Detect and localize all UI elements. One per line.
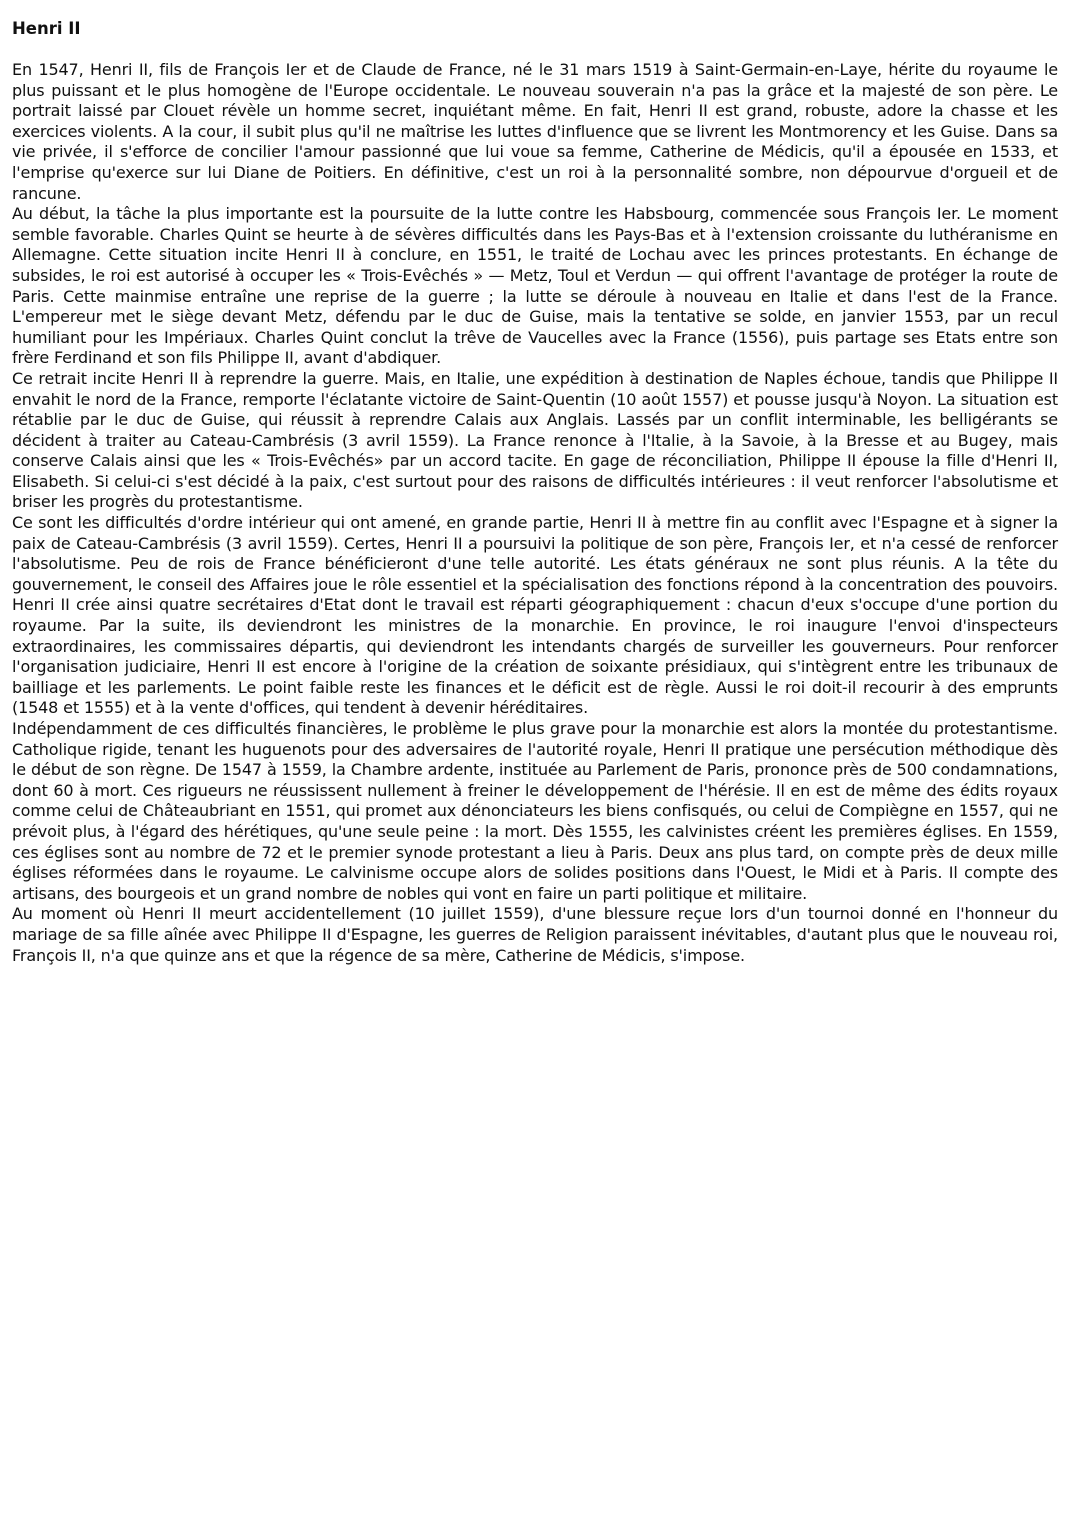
document-body (12, 60, 1058, 966)
paragraph-2: Au début, la tâche la plus importante est la poursuite de la lutte contre les Habsbourg, commencée sous François Ier. Le moment semble favorable. Charles Quint se heurte à de sévères difficultés dans les Pays-Bas et à l'extension croissante du luthéranisme en Allemagne. Cette situation incite Henri II à conclure, en 1551, le traité de Lochau avec les princes protestants. En échange de subsides, le roi est autorisé à occuper les « Trois-Evêchés » — Metz, Toul et Verdun — qui offrent l'avantage de protéger la route de Paris. Cette mainmise entraîne une reprise de la guerre ; la lutte se déroule à nouveau en Italie et dans l'est de la France. L'empereur met le siège devant Metz, défendu par le duc de Guise, mais la tentative se solde, en janvier 1553, par un recul humiliant pour les Impériaux. Charles Quint conclut la trêve de Vaucelles avec la France (1556), puis partage ses Etats entre son frère Ferdinand et son fils Philippe II, avant d'abdiquer. (12, 204, 1058, 368)
paragraph-6: Au moment où Henri II meurt accidentellement (10 juillet 1559), d'une blessure reçue lors d'un tournoi donné en l'honneur du mariage de sa fille aînée avec Philippe II d'Espagne, les guerres de Religion paraissent inévitables, d'autant plus que le nouveau roi, François II, n'a que quinze ans et que la régence de sa mère, Catherine de Médicis, s'impose. (12, 904, 1058, 965)
document-page (12, 18, 1058, 966)
paragraph-5: Indépendamment de ces difficultés financières, le problème le plus grave pour la monarchie est alors la montée du protestantisme. Catholique rigide, tenant les huguenots pour des adversaires de l'autorité royale, Henri II pratique une persécution méthodique dès le début de son règne. De 1547 à 1559, la Chambre ardente, instituée au Parlement de Paris, prononce près de 500 condamnations, dont 60 à mort. Ces rigueurs ne réussissent nullement à freiner le développement de l'hérésie. Il en est de même des édits royaux comme celui de Châteaubriant en 1551, qui promet aux dénonciateurs les biens confisqués, ou celui de Compiègne en 1557, qui ne prévoit plus, à l'égard des hérétiques, qu'une seule peine : la mort. Dès 1555, les calvinistes créent les premières églises. En 1559, ces églises sont au nombre de 72 et le premier synode protestant a lieu à Paris. Deux ans plus tard, on compte près de deux mille églises réformées dans le royaume. Le calvinisme occupe alors de solides positions dans l'Ouest, le Midi et à Paris. Il compte des artisans, des bourgeois et un grand nombre de nobles qui vont en faire un parti politique et militaire. (12, 719, 1058, 903)
paragraph-3: Ce retrait incite Henri II à reprendre la guerre. Mais, en Italie, une expédition à destination de Naples échoue, tandis que Philippe II envahit le nord de la France, remporte l'éclatante victoire de Saint-Quentin (10 août 1557) et pousse jusqu'à Noyon. La situation est rétablie par le duc de Guise, qui réussit à reprendre Calais aux Anglais. Lassés par un conflit interminable, les belligérants se décident à traiter au Cateau-Cambrésis (3 avril 1559). La France renonce à l'Italie, à la Savoie, à la Bresse et au Bugey, mais conserve Calais ainsi que les « Trois-Evêchés» par un accord tacite. En gage de réconciliation, Philippe II épouse la fille d'Henri II, Elisabeth. Si celui-ci s'est décidé à la paix, c'est surtout pour des raisons de difficultés intérieures : il veut renforcer l'absolutisme et briser les progrès du protestantisme. (12, 368, 1058, 512)
document-title: Henri II (12, 19, 81, 38)
paragraph-1: En 1547, Henri II, fils de François Ier et de Claude de France, né le 31 mars 1519 à Saint-Germain-en-Laye, hérite du royaume le plus puissant et le plus homogène de l'Europe occidentale. Le nouveau souverain n'a pas la grâce et la majesté de son père. Le portrait laissé par Clouet révèle un homme secret, inquiétant même. En fait, Henri II est grand, robuste, adore la chasse et les exercices violents. A la cour, il subit plus qu'il ne maîtrise les luttes d'influence que se livrent les Montmorency et les Guise. Dans sa vie privée, il s'efforce de concilier l'amour passionné que lui voue sa femme, Catherine de Médicis, qu'il a épousée en 1533, et l'emprise qu'exerce sur lui Diane de Poitiers. En définitive, c'est un roi à la personnalité sombre, non dépourvue d'orgueil et de rancune. (12, 60, 1058, 203)
paragraph-4: Ce sont les difficultés d'ordre intérieur qui ont amené, en grande partie, Henri II à mettre fin au conflit avec l'Espagne et à signer la paix de Cateau-Cambrésis (3 avril 1559). Certes, Henri II a poursuivi la politique de son père, François Ier, et n'a cessé de renforcer l'absolutisme. Peu de rois de France bénéficieront d'une telle autorité. Les états généraux ne sont plus réunis. A la tête du gouvernement, le conseil des Affaires joue le rôle essentiel et la spécialisation des fonctions répond à la concentration des pouvoirs. Henri II crée ainsi quatre secrétaires d'Etat dont le travail est réparti géographiquement : chacun d'eux s'occupe d'une portion du royaume. Par la suite, ils deviendront les ministres de la monarchie. En province, le roi inaugure l'envoi d'inspecteurs extraordinaires, les commissaires départis, qui deviendront les intendants chargés de surveiller les gouverneurs. Pour renforcer l'organisation judiciaire, Henri II est encore à l'origine de la création de soixante présidiaux, qui s'intègrent entre les tribunaux de bailliage et les parlements. Le point faible reste les finances et le déficit est de règle. Aussi le roi doit-il recourir à des emprunts (1548 et 1555) et à la vente d'offices, qui tendent à devenir héréditaires. (12, 513, 1058, 718)
